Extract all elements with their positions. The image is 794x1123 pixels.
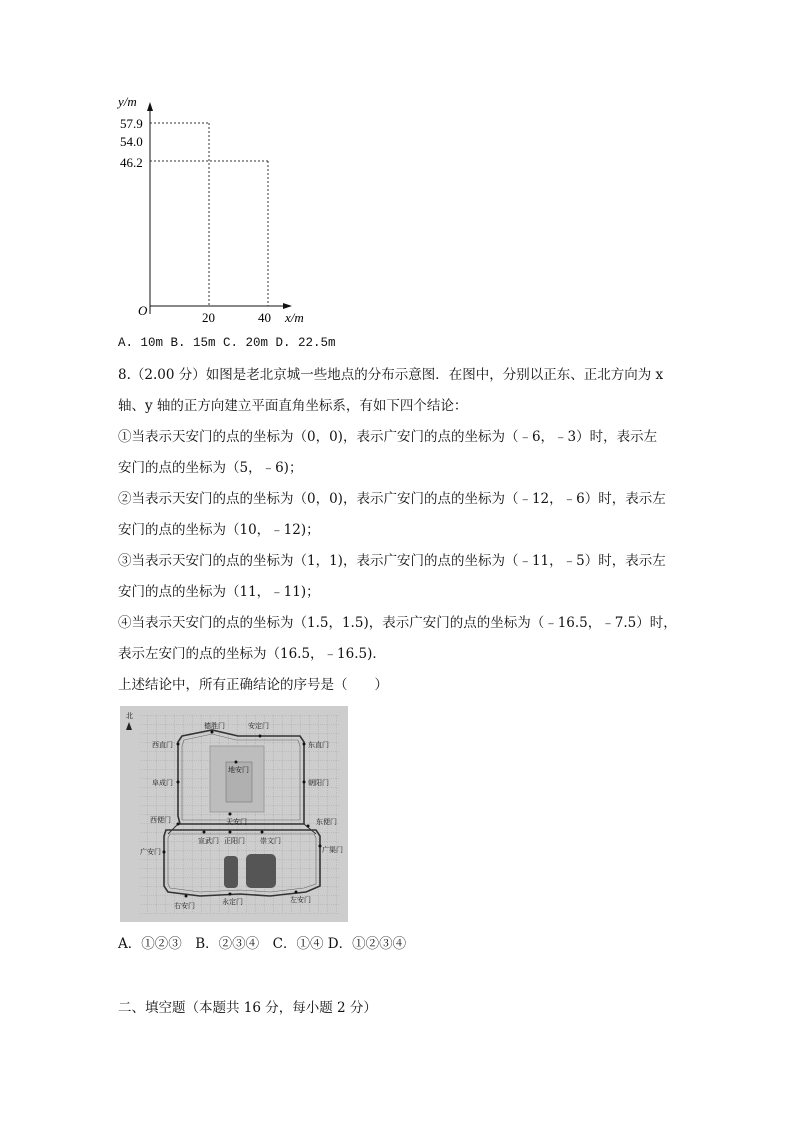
y-axis-label: y/m xyxy=(118,94,137,109)
y-tick-54-0: 54.0 xyxy=(120,134,143,149)
label-deshengmen: 德胜门 xyxy=(204,722,225,730)
x-tick-20: 20 xyxy=(202,310,215,324)
label-guanganmen: 广安门 xyxy=(140,848,161,856)
park-east xyxy=(246,854,276,888)
q8-line2: 轴、y 轴的正方向建立平面直角坐标系，有如下四个结论： xyxy=(118,398,468,414)
section-heading: 二、填空题（本题共 16 分，每小题 2 分） xyxy=(118,1000,377,1016)
label-dongbianmen: 东便门 xyxy=(316,818,337,826)
marker-dianmen xyxy=(235,761,238,764)
marker-chaoyangmen xyxy=(303,781,306,784)
q8-conclusion4-a: ④当表示天安门的点的坐标为（1.5，1.5)，表示广安门的点的坐标为（﹣16.5，﹣7.5）时， xyxy=(118,615,677,631)
marker-xizhimen xyxy=(177,743,180,746)
q8-conclusion1-a: ①当表示天安门的点的坐标为（0，0)，表示广安门的点的坐标为（﹣6，﹣3）时，表示左 xyxy=(118,429,658,445)
marker-dongzhimen xyxy=(303,743,306,746)
marker-zuoanmen xyxy=(295,891,298,894)
label-yongdingmen: 永定门 xyxy=(222,898,243,906)
marker-dongbianmen xyxy=(307,825,310,828)
marker-deshengmen xyxy=(211,731,214,734)
label-zuoanmen: 左安门 xyxy=(290,896,311,904)
label-xizhimen: 西直门 xyxy=(152,741,173,749)
x-axis-arrow xyxy=(283,303,292,309)
label-fuchengmen: 阜成门 xyxy=(152,779,173,787)
marker-youanmen xyxy=(185,895,188,898)
label-guangqumen: 广渠门 xyxy=(322,846,343,854)
q8-question: 上述结论中，所有正确结论的序号是（ ） xyxy=(118,677,388,693)
park-west xyxy=(224,856,238,888)
y-tick-57-9: 57.9 xyxy=(120,116,143,131)
q8-conclusion1-b: 安门的点的坐标为（5，﹣6)； xyxy=(118,460,303,476)
label-zhengyangmen: 正阳门 xyxy=(224,837,245,845)
label-xibianmen: 西便门 xyxy=(150,816,171,824)
q8-conclusion2-b: 安门的点的坐标为（10，﹣12)； xyxy=(118,522,320,538)
q8-options: A．①②③ B．②③④ C．①④ D．①②③④ xyxy=(118,936,407,952)
origin-label: O xyxy=(138,303,148,318)
label-andingmen: 安定门 xyxy=(248,722,269,730)
marker-chongwenmen xyxy=(261,831,264,834)
marker-fuchengmen xyxy=(177,781,180,784)
q8-conclusion3-a: ③当表示天安门的点的坐标为（1，1)，表示广安门的点的坐标为（﹣11，﹣5）时，表示左 xyxy=(118,553,666,569)
marker-guanganmen xyxy=(163,851,166,854)
marker-xuanwumen xyxy=(203,831,206,834)
x-axis-label: x/m xyxy=(285,310,304,324)
label-dongzhimen: 东直门 xyxy=(308,741,329,749)
label-chaoyangmen: 朝阳门 xyxy=(308,779,329,787)
q7-options: A. 10m B. 15m C. 20m D. 22.5m xyxy=(118,336,336,350)
x-tick-40: 40 xyxy=(258,310,271,324)
label-xuanwumen: 宣武门 xyxy=(198,837,219,845)
y-tick-46-2: 46.2 xyxy=(120,155,143,170)
q8-conclusion4-b: 表示左安门的点的坐标为（16.5，﹣16.5)． xyxy=(118,646,386,662)
marker-andingmen xyxy=(259,735,262,738)
label-youanmen: 右安门 xyxy=(174,902,195,910)
q8-conclusion2-a: ②当表示天安门的点的坐标为（0，0)，表示广安门的点的坐标为（﹣12，﹣6）时，表示左 xyxy=(118,491,666,507)
distance-graph xyxy=(110,92,310,324)
q8-line1: 8.（2.00 分）如图是老北京城一些地点的分布示意图．在图中，分别以正东、正北方向为 x xyxy=(118,367,664,383)
marker-tiananmen xyxy=(229,813,232,816)
marker-zhengyangmen xyxy=(229,831,232,834)
label-dianmen: 地安门 xyxy=(228,766,249,774)
beijing-map xyxy=(120,706,348,922)
q8-conclusion3-b: 安门的点的坐标为（11，﹣11)； xyxy=(118,584,320,600)
y-axis-arrow xyxy=(147,102,153,111)
label-chongwenmen: 崇文门 xyxy=(260,837,281,845)
north-label: 北 xyxy=(126,712,133,720)
label-tiananmen: 天安门 xyxy=(226,818,247,826)
marker-xibianmen xyxy=(177,823,180,826)
marker-yongdingmen xyxy=(229,893,232,896)
